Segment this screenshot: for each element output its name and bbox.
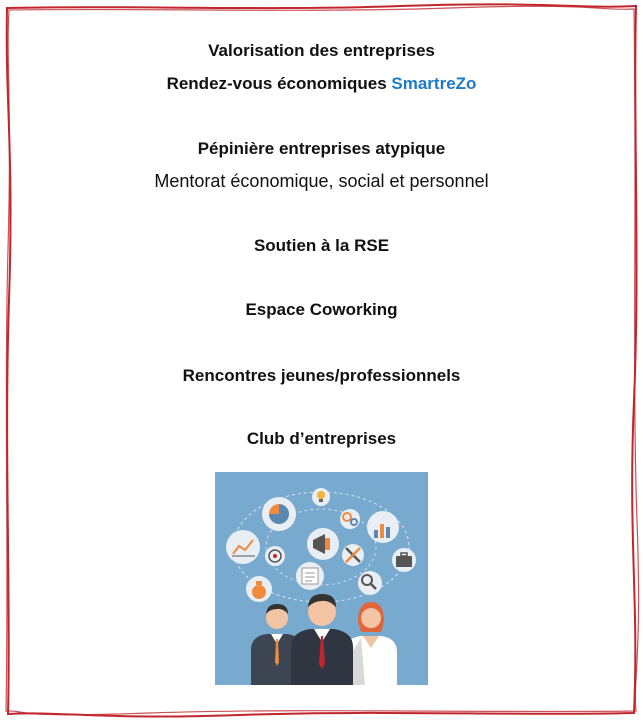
briefcase-icon	[392, 548, 416, 572]
coworking-heading: Espace Coworking	[245, 300, 398, 319]
bar-chart-icon	[367, 511, 399, 543]
business-team-illustration	[215, 472, 428, 685]
document-icon	[296, 562, 324, 590]
valorisation-heading: Valorisation des entreprises	[208, 41, 435, 60]
smartrezo-brand: SmartreZo	[391, 74, 477, 93]
lightbulb-icon	[312, 488, 330, 506]
rse-heading: Soutien à la RSE	[253, 236, 390, 255]
pie-chart-icon	[262, 497, 296, 531]
megaphone-icon	[307, 528, 339, 560]
rencontres-heading: Rencontres jeunes/professionnels	[182, 366, 461, 385]
rdv-prefix: Rendez-vous économiques	[166, 74, 392, 93]
tools-icon	[342, 544, 364, 566]
money-bag-icon	[246, 576, 272, 602]
rdv-heading	[0, 73, 643, 95]
gears-icon	[340, 509, 360, 529]
magnifier-icon	[358, 571, 382, 595]
mentorat-subtitle: Mentorat économique, social et personnel	[154, 171, 489, 191]
line-chart-icon	[226, 530, 260, 564]
pepiniere-heading: Pépinière entreprises atypique	[197, 139, 446, 158]
target-icon	[265, 546, 285, 566]
club-heading: Club d’entreprises	[246, 429, 397, 448]
